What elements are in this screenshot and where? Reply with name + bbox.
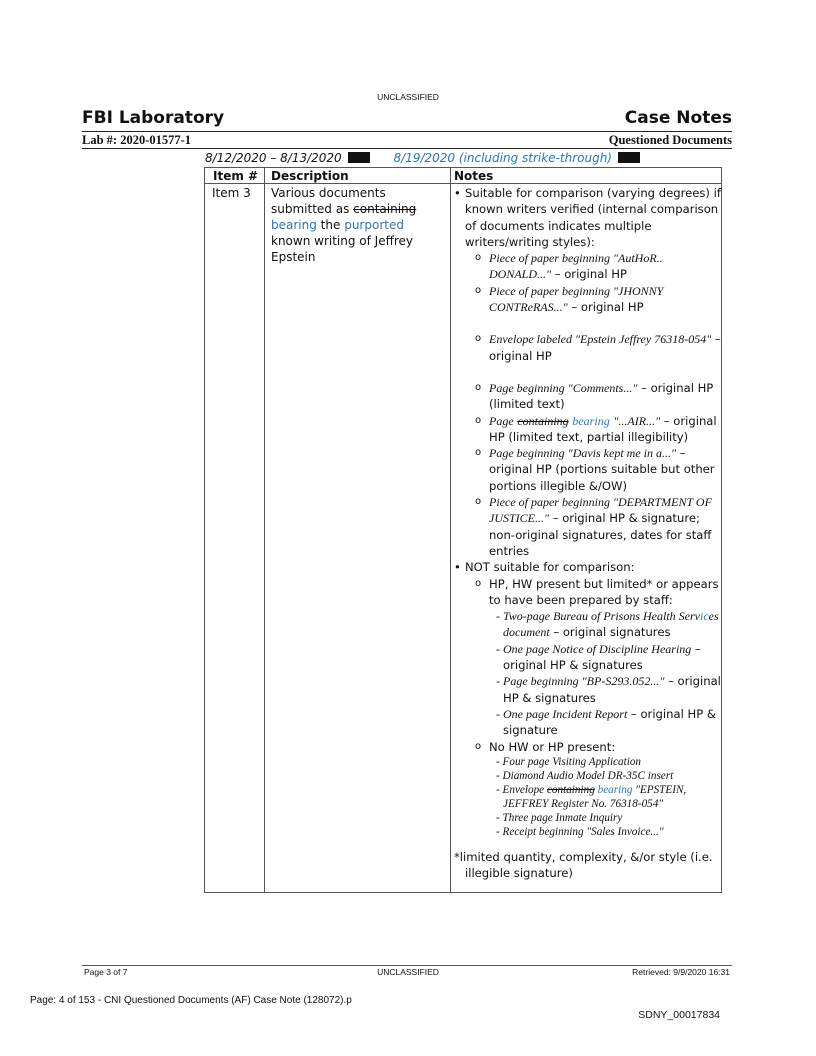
- item-number: Item 3: [212, 186, 251, 200]
- list-item: o Piece of paper beginning "JHONNY CONTReRAS..." – original HP: [451, 283, 721, 316]
- footer-rule: [82, 965, 732, 966]
- date-range: 8/12/2020 – 8/13/2020: [205, 151, 342, 165]
- col-header-notes: Notes: [454, 169, 494, 183]
- list-item: o Piece of paper beginning "AutHoR.. DONALD..." – original HP: [451, 250, 721, 283]
- footer-classification: UNCLASSIFIED: [377, 967, 439, 977]
- redaction-block: [618, 152, 640, 163]
- revision-date: 8/19/2020 (including strike-through): [393, 151, 612, 165]
- col-header-description: Description: [271, 169, 349, 183]
- no-hw-intro: o No HW or HP present:: [451, 739, 721, 755]
- item-notes: [451, 185, 721, 881]
- page-reference: Page: 4 of 153 - CNI Questioned Documents (AF) Case Note (128072).p: [30, 995, 352, 1006]
- classification-top: UNCLASSIFIED: [377, 92, 439, 102]
- footer-page: Page 3 of 7: [84, 967, 128, 977]
- list-item: - Diamond Audio Model DR-35C insert: [496, 769, 674, 782]
- item-description: Various documents submitted as containing bearing the purported known writing of Jeffrey Epstein: [271, 186, 417, 264]
- list-item: - Page beginning "BP-S293.052..." – original HP & signatures: [496, 674, 721, 705]
- column-divider: [264, 168, 265, 892]
- list-item: - Two-page Bureau of Prisons Health Services document – original signatures: [496, 609, 719, 640]
- header-right-title: Case Notes: [624, 108, 732, 128]
- date-line: [205, 151, 646, 165]
- limited-intro: o HP, HW present but limited* or appears to have been prepared by staff:: [451, 576, 721, 609]
- case-notes-table: [204, 167, 722, 893]
- subheader-rule: [82, 148, 732, 149]
- bates-number: SDNY_00017834: [638, 1009, 720, 1021]
- suitable-intro: • Suitable for comparison (varying degrees) if known writers verified (internal comparison of documents indicates multiple writers/writing styles):: [451, 185, 721, 250]
- redaction-block: [348, 152, 370, 163]
- header-divider: [205, 183, 721, 184]
- list-item: o Envelope labeled "Epstein Jeffrey 76318-054" – original HP: [451, 331, 721, 364]
- limited-footnote: *limited quantity, complexity, &/or style (i.e. illegible signature): [454, 849, 713, 881]
- header-rule: [82, 131, 732, 132]
- list-item: o Page containing bearing "...AIR..." – original HP (limited text, partial illegibility): [451, 413, 721, 446]
- list-item: - Four page Visiting Application: [496, 755, 642, 768]
- list-item: - Receipt beginning "Sales Invoice...": [496, 825, 664, 838]
- header-left-title: FBI Laboratory: [82, 108, 225, 128]
- list-item: o Piece of paper beginning "DEPARTMENT OF JUSTICE..." – original HP & signature; non-original signatures, dates for staff entries: [451, 494, 721, 559]
- not-suitable-intro: • NOT suitable for comparison:: [451, 559, 721, 575]
- unit-name: Questioned Documents: [608, 133, 732, 147]
- col-header-item: Item #: [213, 169, 259, 183]
- list-item: - One page Notice of Discipline Hearing – original HP & signatures: [496, 641, 701, 673]
- list-item: - One page Incident Report – original HP & signature: [496, 706, 716, 738]
- list-item: - Three page Inmate Inquiry: [496, 811, 623, 824]
- list-item: - Envelope containing bearing "EPSTEIN, JEFFREY Register No. 76318-054": [496, 783, 687, 810]
- list-item: o Page beginning "Davis kept me in a..." – original HP (portions suitable but other portions illegible &/OW): [451, 445, 721, 494]
- lab-number: Lab #: 2020-01577-1: [82, 133, 192, 147]
- footer-retrieved: Retrieved: 9/9/2020 16:31: [632, 967, 730, 977]
- list-item: o Page beginning "Comments..." – original HP (limited text): [451, 380, 721, 413]
